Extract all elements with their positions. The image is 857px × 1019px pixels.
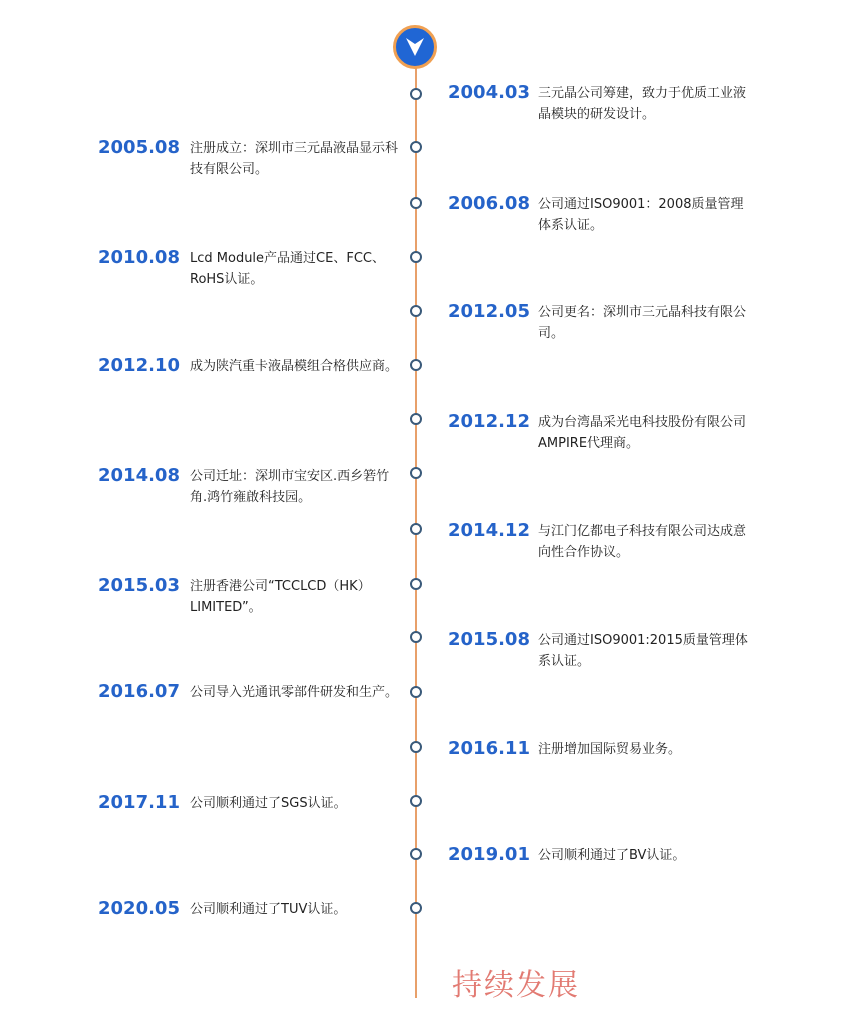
entry-text: 三元晶公司筹建，致力于优质工业液晶模块的研发设计。 [538, 86, 747, 122]
entry-text: 公司顺利通过了SGS认证。 [190, 796, 347, 811]
timeline-entry [98, 574, 400, 618]
timeline-entry [98, 791, 400, 815]
entry-text: 公司顺利通过了TUV认证。 [190, 902, 347, 917]
entry-year: 2004.03 [448, 82, 530, 103]
timeline-dot [410, 523, 422, 535]
timeline-entry [448, 410, 748, 454]
timeline-entry [448, 81, 748, 125]
entry-text: 注册香港公司“TCCLCD（HK）LIMITED”。 [190, 579, 371, 615]
entry-year: 2005.08 [98, 137, 180, 158]
entry-text: 公司导入光通讯零部件研发和生产。 [190, 685, 399, 700]
entry-year: 2006.08 [448, 193, 530, 214]
timeline-entry [98, 680, 400, 704]
entry-text: 公司顺利通过了BV认证。 [538, 848, 686, 863]
entry-year: 2010.08 [98, 247, 180, 268]
entry-year: 2014.08 [98, 465, 180, 486]
timeline-dot [410, 197, 422, 209]
timeline-entry [98, 897, 400, 921]
timeline-dot [410, 305, 422, 317]
entry-text: 公司通过ISO9001：2008质量管理体系认证。 [538, 197, 744, 233]
top-badge [393, 25, 437, 69]
entry-text: 与江门亿都电子科技有限公司达成意向性合作协议。 [538, 524, 747, 560]
timeline-entry [448, 192, 748, 236]
timeline-dot [410, 413, 422, 425]
timeline-dot [410, 902, 422, 914]
timeline-dot [410, 359, 422, 371]
entry-text: 注册成立：深圳市三元晶液晶显示科技有限公司。 [190, 141, 399, 177]
entry-text: 公司通过ISO9001:2015质量管理体系认证。 [538, 633, 748, 669]
entry-text: 成为陕汽重卡液晶模组合格供应商。 [190, 359, 399, 374]
footer-slogan: 持续发展 [452, 968, 580, 1003]
entry-year: 2020.05 [98, 898, 180, 919]
entry-year: 2015.08 [448, 629, 530, 650]
timeline-dot [410, 88, 422, 100]
timeline-dot [410, 741, 422, 753]
entry-year: 2012.12 [448, 411, 530, 432]
timeline-dot [410, 686, 422, 698]
timeline-dot [410, 141, 422, 153]
timeline-entry [448, 843, 748, 867]
timeline-entry [98, 464, 400, 508]
timeline-entry [98, 246, 400, 290]
entry-year: 2012.10 [98, 355, 180, 376]
entry-text: 成为台湾晶采光电科技股份有限公司AMPIRE代理商。 [538, 415, 747, 451]
entry-year: 2014.12 [448, 520, 530, 541]
entry-text: 注册增加国际贸易业务。 [538, 742, 682, 757]
timeline-entry [98, 136, 400, 180]
entry-text: 公司更名：深圳市三元晶科技有限公司。 [538, 305, 747, 341]
entry-year: 2016.07 [98, 681, 180, 702]
timeline-dot [410, 848, 422, 860]
chevron-down-icon [405, 36, 425, 58]
timeline-dot [410, 578, 422, 590]
timeline-entry [448, 300, 748, 344]
entry-text: Lcd Module产品通过CE、FCC、RoHS认证。 [190, 251, 385, 287]
timeline-entry [448, 628, 748, 672]
entry-year: 2016.11 [448, 738, 530, 759]
timeline-entry [448, 519, 748, 563]
timeline-dot [410, 795, 422, 807]
entry-year: 2019.01 [448, 844, 530, 865]
timeline-entry [98, 354, 400, 378]
entry-text: 公司迁址：深圳市宝安区.西乡箬竹角.鸿竹雍啟科技园。 [190, 469, 390, 505]
timeline-dot [410, 251, 422, 263]
entry-year: 2012.05 [448, 301, 530, 322]
entry-year: 2017.11 [98, 792, 180, 813]
timeline-entry [448, 737, 748, 761]
timeline-dot [410, 631, 422, 643]
timeline-dot [410, 467, 422, 479]
entry-year: 2015.03 [98, 575, 180, 596]
